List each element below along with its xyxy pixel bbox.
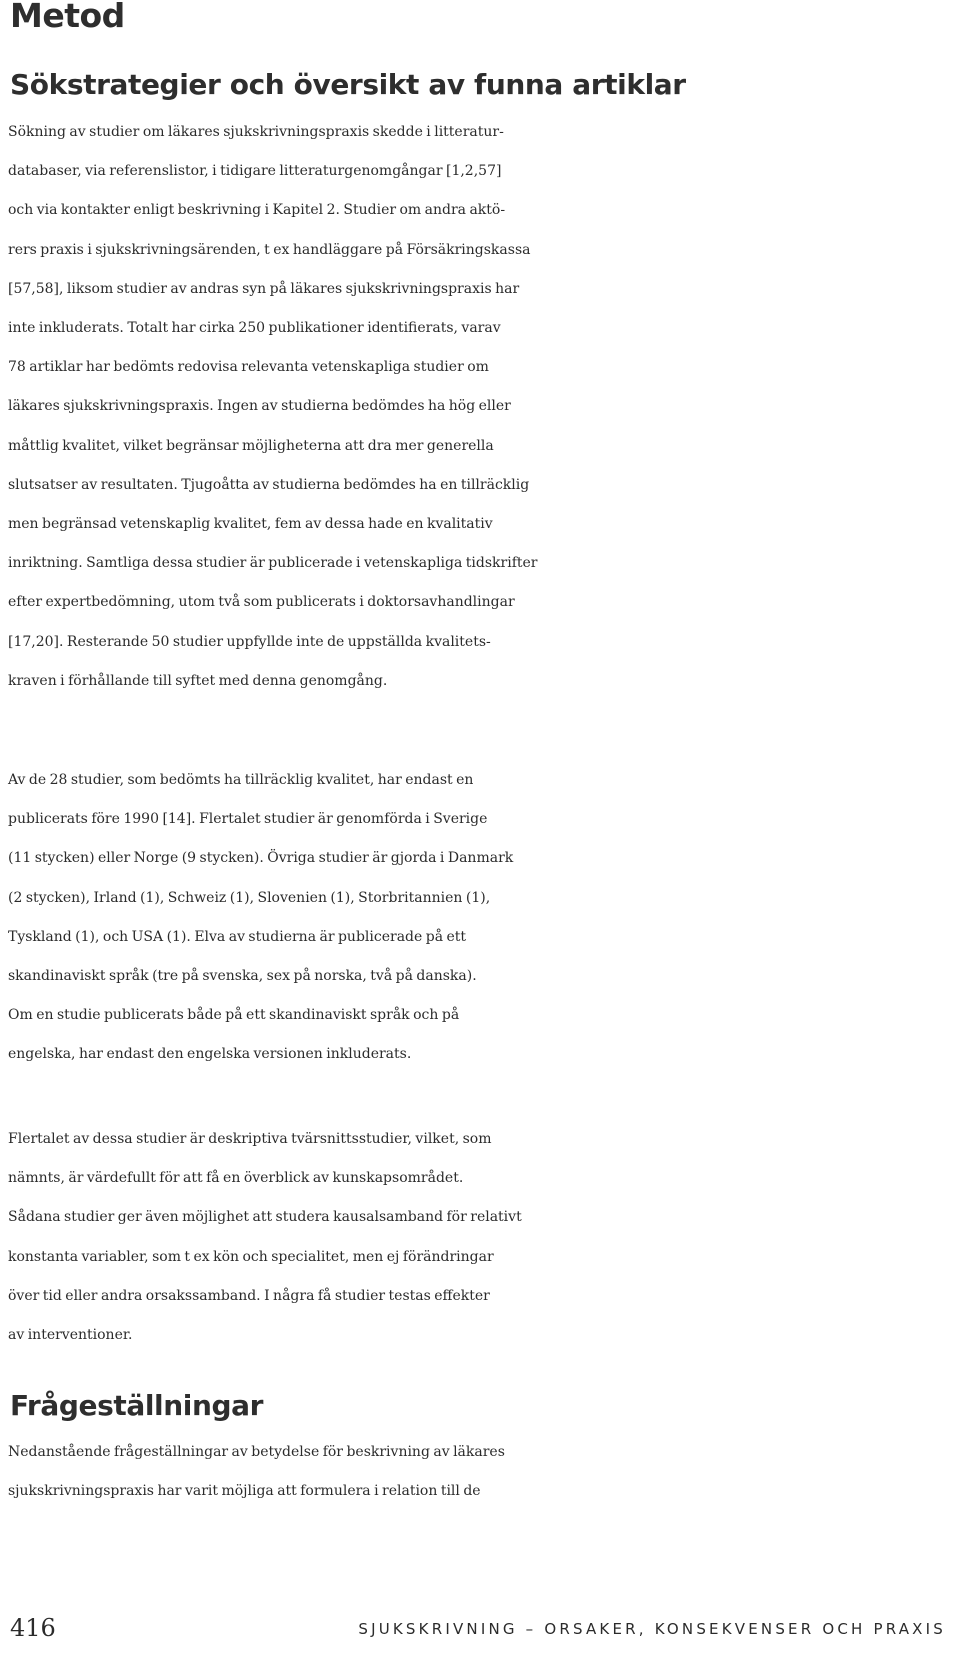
text-line: Sådana studier ger även möjlighet att studera kausalsamband för relativt xyxy=(8,1209,522,1226)
text-line: över tid eller andra orsakssamband. I några få studier testas effekter xyxy=(8,1287,490,1304)
text-line: Flertalet av dessa studier är deskriptiva tvärsnittsstudier, vilket, som xyxy=(8,1131,492,1147)
text-line: inriktning. Samtliga dessa studier är publicerade i vetenskapliga tidskrifter xyxy=(8,555,538,572)
text-line: slutsatser av resultaten. Tjugoåtta av studierna bedömdes ha en tillräcklig xyxy=(8,476,530,493)
text-line: (11 stycken) eller Norge (9 stycken). Övriga studier är gjorda i Danmark xyxy=(8,850,514,867)
text-line: databaser, via referenslistor, i tidigare litteraturgenomgångar [1,2,57] xyxy=(8,163,502,180)
chapter-heading: Metod xyxy=(10,0,125,35)
text-line: rers praxis i sjukskrivningsärenden, t ex handläggare på Försäkringskassa xyxy=(8,241,531,258)
text-line: publicerats före 1990 [14]. Flertalet studier är genomförda i Sverige xyxy=(8,811,488,828)
text-line: [17,20]. Resterande 50 studier uppfyllde inte de uppställda kvalitets- xyxy=(8,633,491,650)
text-line: efter expertbedömning, utom två som publicerats i doktorsavhandlingar xyxy=(8,594,515,611)
text-line: Om en studie publicerats både på ett skandinaviskt språk och på xyxy=(8,1007,460,1024)
text-line: och via kontakter enligt beskrivning i Kapitel 2. Studier om andra aktö- xyxy=(8,202,506,219)
text-line: engelska, har endast den engelska versionen inkluderats. xyxy=(8,1046,412,1063)
section-heading-search-strategies: Sökstrategier och översikt av funna artiklar xyxy=(10,68,686,101)
text-line: kraven i förhållande till syftet med denna genomgång. xyxy=(8,672,388,689)
text-line: (2 stycken), Irland (1), Schweiz (1), Slovenien (1), Storbritannien (1), xyxy=(8,889,491,906)
text-line: av interventioner. xyxy=(8,1327,133,1344)
text-line: skandinaviskt språk (tre på svenska, sex på norska, två på danska). xyxy=(8,968,477,985)
section-heading-questions: Frågeställningar xyxy=(10,1389,264,1422)
paragraph-study-origins xyxy=(8,761,953,1075)
text-line: Tyskland (1), och USA (1). Elva av studierna är publicerade på ett xyxy=(8,928,467,945)
paragraph-study-types xyxy=(8,1120,953,1355)
paragraph-questions xyxy=(8,1433,953,1511)
page-number: 416 xyxy=(10,1614,56,1642)
paragraph-search-strategies xyxy=(8,113,953,701)
text-line: Av de 28 studier, som bedömts ha tillräcklig kvalitet, har endast en xyxy=(8,772,474,788)
text-line: sjukskrivningspraxis har varit möjliga att formulera i relation till de xyxy=(8,1483,481,1500)
text-line: Nedanstående frågeställningar av betydelse för beskrivning av läkares xyxy=(8,1444,505,1460)
text-line: Sökning av studier om läkares sjukskrivningspraxis skedde i litteratur- xyxy=(8,124,504,140)
text-line: måttlig kvalitet, vilket begränsar möjligheterna att dra mer generella xyxy=(8,437,494,454)
text-line: 78 artiklar har bedömts redovisa relevanta vetenskapliga studier om xyxy=(8,359,489,376)
text-line: läkares sjukskrivningspraxis. Ingen av studierna bedömdes ha hög eller xyxy=(8,398,511,415)
text-line: inte inkluderats. Totalt har cirka 250 publikationer identifierats, varav xyxy=(8,320,501,337)
running-title: SJUKSKRIVNING – ORSAKER, KONSEKVENSER OCH PRAXIS xyxy=(358,1620,946,1638)
text-line: konstanta variabler, som t ex kön och specialitet, men ej förändringar xyxy=(8,1248,494,1265)
text-line: men begränsad vetenskaplig kvalitet, fem av dessa hade en kvalitativ xyxy=(8,516,493,533)
text-line: [57,58], liksom studier av andras syn på läkares sjukskrivningspraxis har xyxy=(8,280,520,297)
text-line: nämnts, är värdefullt för att få en överblick av kunskapsområdet. xyxy=(8,1170,464,1187)
